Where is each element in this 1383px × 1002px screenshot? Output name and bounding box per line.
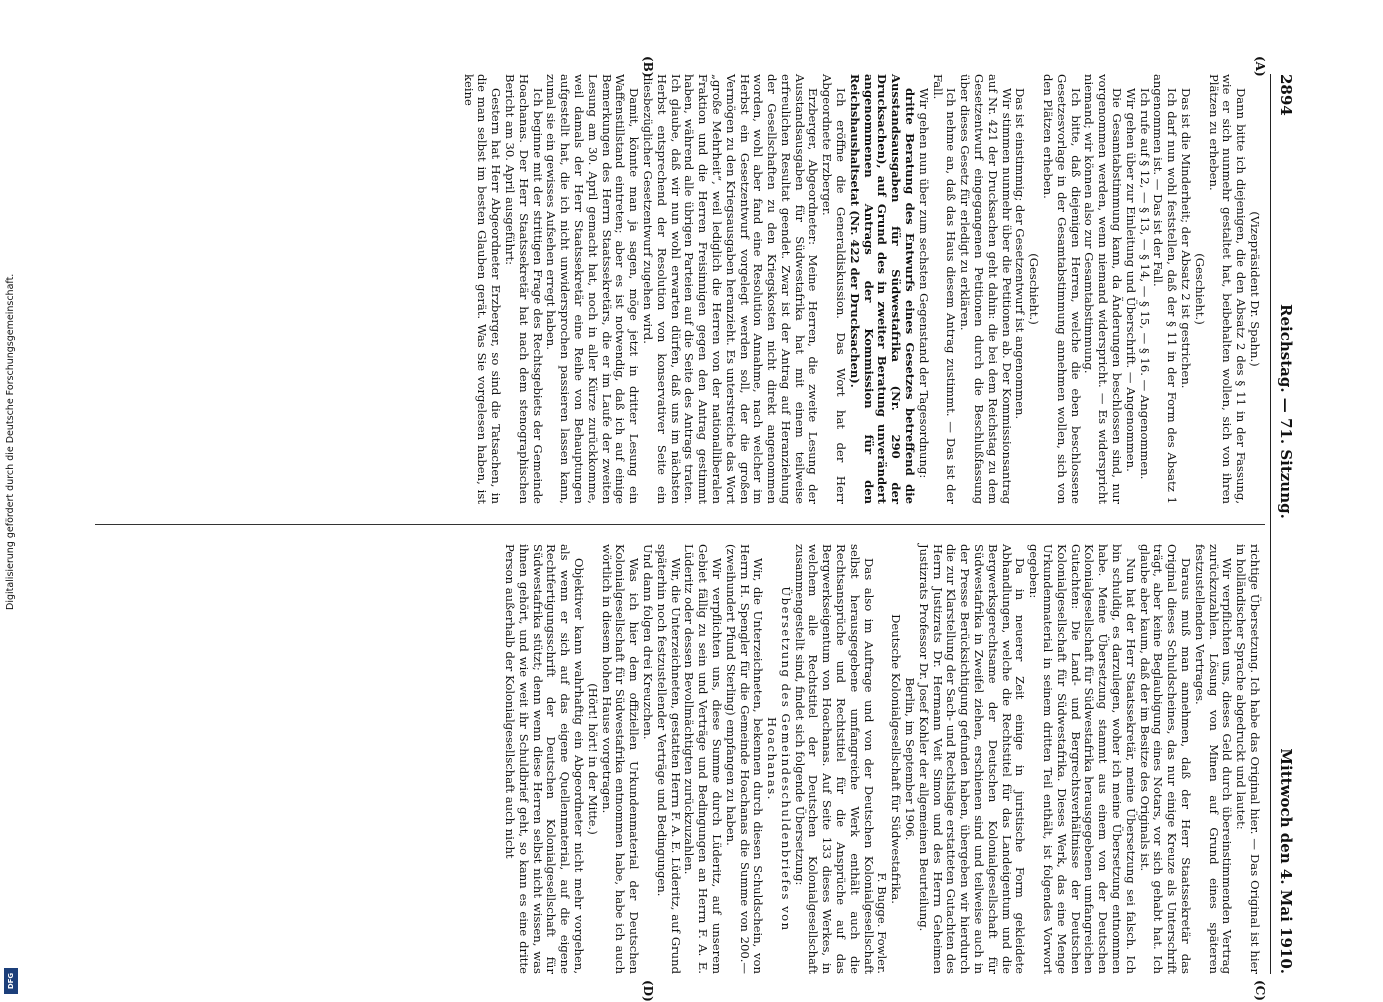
quoted-paragraph: Wir verpflichten uns, diese Summe durch Lüderitz, auf unserem Gebiet fällig zu sein und Verträge und Bedingungen an Herrn F. A. E. Lüderitz oder dessen Bevollmächtigten zurückzuzahlen. <box>682 544 724 974</box>
speech-paragraph: Ich beginne mit der strittigen Frage des Rechtsgebiets der Gemeinde Hoachanas. Der Herr Staatssekretär hat nach dem stenographischen Bericht am 30. April ausgeführt: <box>502 74 545 504</box>
dfg-logo <box>4 968 18 994</box>
digitization-footer <box>4 0 18 1000</box>
paragraph: Wir gehen über zur Einleitung und Überschrift. — Angenommen. <box>1123 88 1138 472</box>
quoted-signatures: F. Bugge. Fowler. <box>875 872 890 974</box>
quoted-society: Deutsche Kolonialgesellschaft für Südwestafrika. <box>889 614 904 904</box>
paragraph: Ich nehme an, daß das Haus diesem Antrag zustimmt. — Das ist der Fall. <box>930 74 959 504</box>
paragraph: Dann bitte ich diejenigen, die den Absatz 2 des § 11 in der Fassung, wie er sich nunmehr gestaltet hat, beibehalten wollen, sich von ihren Plätzen zu erheben. <box>1206 74 1249 504</box>
paragraph: Das ist einstimmig; der Gesetzentwurf ist angenommen. <box>1013 88 1028 420</box>
paragraph: Ich eröffne die Generaldiskussion. Das Wort hat der Herr Abgeordnete Erzberger. <box>820 74 849 504</box>
page-header <box>1273 74 1295 974</box>
paragraph: Daraus muß man annehmen, daß der Herr Staatssekretär das Original dieses Schuldscheines, das nur einige Kreuze als Unterschrift trägt, aber keine Beglaubigung eines Notars, vor sich gehabt hat. Ich glaube aber kaum, daß der im Besitze des Originals ist. <box>1137 544 1194 974</box>
dfg-logo-text: DFG <box>7 972 15 990</box>
paragraph: Was ich hier dem offiziellen Urkundenmaterial der Deutschen Kolonialgesellschaft für Südwestafrika entnommen habe, habe ich auch wörtlich in diesem hohen Hause vorgetragen. <box>599 544 642 974</box>
right-column <box>502 544 1261 974</box>
paragraph: Ich darf nun wohl feststellen, daß der § 11 in der Form des Absatz 1 angenommen ist. — Das ist der Fall. <box>1151 74 1180 504</box>
margin-mark-c: (C) <box>1253 980 1267 1001</box>
paragraph: Wir stimmen nunmehr über die Petitionen ab. Der Kommissionsantrag auf Nr. 421 der Drucksachen geht dahin: die bei dem Reichstag zu dem Gesetzentwurf eingegangenen Petitionen durch die Beschlußfassung über dieses Gesetz für erledigt zu erklären. <box>958 74 1014 504</box>
left-column <box>461 74 1261 504</box>
scanned-page <box>65 56 1295 1002</box>
paragraph: Ich bitte, daß diejenigen Herren, welche die eben beschlossene Gesetzesvorlage in der Gesamtabstimmung annehmen wollen, sich von den Plätzen erheben. <box>1041 74 1083 504</box>
page-number: 2894 <box>1277 74 1295 116</box>
footer-credit: Digitalisierung gefördert durch die Deutsche Forschungsgemeinschaft. <box>5 273 16 610</box>
quoted-paragraph: Wir verpflichten uns, dieses Geld durch übereinstimmenden Vertrag zurückzuzahlen. Lösung von Minen auf Grund eines späteren festzustellenden Vertrages. <box>1192 544 1235 974</box>
paragraph: (Vizepräsident Dr. Spahn.) <box>1248 211 1262 367</box>
header-divider <box>1270 74 1271 974</box>
header-title: Reichstag. — 71. Sitzung. <box>1277 304 1295 519</box>
quoted-paragraph: Gestern hat Herr Abgeordneter Erzberger, so sind die Tatsachen, in die man selbst im besten Glauben gerät. Was Sie vorgelesen haben, ist keine <box>461 74 504 504</box>
quoted-paragraph: Wir, die Unterzeichneten, bekennen durch diesen Schuldschein, von Herrn H. Spengler für die Gemeinde Hoachanas die Summe von 200.— (zweihundert Pfund Sterling) empfangen zu haben. <box>723 544 766 974</box>
margin-mark-a: (A) <box>1253 56 1267 77</box>
margin-mark-b: (B) <box>641 56 655 78</box>
header-date: Mittwoch den 4. Mai 1910. <box>1277 748 1295 974</box>
agenda-item: dritte Beratung des Entwurfs eines Gesetzes betreffend die Ausstandsausgaben für Südwestafrika (Nr. 290 der Drucksachen), auf Grund des in zweiter Beratung unverändert angenommenen Antrags der Kommission für den Reichshaushaltsetat (Nr. 422 der Drucksachen). <box>847 74 918 504</box>
speech-paragraph: Damit, könnte man ja sagen, möge jetzt in dritter Lesung ein Waffenstillstand eintreten; aber es ist notwendig, daß ich auf einige Bemerkungen des Herrn Staatssekretärs, die er im Laufe der zweiten Lesung am 30. April gemacht hat, noch in aller Kürze zurückkomme, weil damals der Herr Staatssekretär eine Reihe von Behauptungen aufgestellt hat, die ich nicht unwidersprochen passieren lassen kann, zumal sie ein gewisses Aufsehen erregt haben. <box>544 74 642 504</box>
paragraph: Und dann folgen drei Kreuzchen. <box>640 544 655 740</box>
interjection: (Hört! hört! in der Mitte.) <box>585 683 600 835</box>
paragraph: Wir gehen nun über zum sechsten Gegenstand der Tagesordnung: <box>916 88 931 479</box>
quoted-paragraph: Wir, die Unterzeichneten, gestatten Herrn F. A. E. Lüderitz, auf Grund späterhin noch festzustellender Verträge und Bedingungen. <box>654 544 683 974</box>
paragraph: (Geschieht.) <box>1192 253 1207 325</box>
paragraph: (Geschieht.) <box>1027 253 1042 325</box>
quoted-place-date: Berlin, im September 1906. <box>903 677 918 841</box>
speech-paragraph: Erzberger, Abgeordneter: Meine Herren, die zweite Lesung der Ausstandsausgaben für Südwestafrika hat mit einem teilweise erfreulichen Resultat geendet. Zwar ist der Antrag auf Heranziehung der Gesellschaften zu den Kriegskosten nicht direkt angenommen worden, wohl aber fand eine Resolution Annahme, nach welcher im Herbst ein Gesetzentwurf vorgelegt werden soll, der die großen Vermögen zu den Kriegsausgaben heranzieht. Es unterstreiche das Wort „große Mehrheit“, weil lediglich die Herren von der nationalliberalen Fraktion und die Herren Freisinnigen gegen den Antrag gestimmt haben, während alle übrigen Parteien auf die Seite des Antrags traten. Ich glaube, daß wir nun wohl erwarten dürfen, daß uns im nächsten Herbst entsprechend der Resolution von konservativer Seite ein diesbezüglicher Gesetzentwurf zugehen wird. <box>640 74 821 504</box>
column-divider <box>95 524 1265 525</box>
paragraph: richtige Übersetzung. Ich habe das Original hier. — Das Original ist hier in holländischer Sprache abgedruckt und lautet: <box>1234 544 1262 974</box>
margin-mark-d: (D) <box>641 980 655 1002</box>
paragraph: Das also im Auftrage und von der Deutschen Kolonialgesellschaft selbst herausgegebene umfangreiche Werk enthält auch die Rechtsansprüche und Rechtstitel für die Ansprüche auf das Bergwerkseigentum von Hoachanas. Auf Seite 133 dieses Werkes, in welchem alle Rechtstitel der Deutschen Kolonialgesellschaft zusammengestellt sind, findet sich folgende Übersetzung: <box>792 544 876 974</box>
quoted-heading: Übersetzung des Gemeindeschuldenbriefes von Hoachanas. <box>765 586 793 932</box>
paragraph: Objektiver kann wahrhaftig ein Abgeordneter nicht mehr vorgehen, als wenn er sich auf das eigene Quellenmaterial, auf die eigene Rechtfertigungsschrift der Deutschen Kolonialgesellschaft für Südwestafrika stützt; denn wenn diese Herren selbst nicht wissen, was ihnen gehört, und wie weit ihr Schuldbrief geht, so kann es eine dritte Person außerhalb der Kolonialgesellschaft auch nicht <box>502 544 586 974</box>
paragraph: Nun hat der Herr Staatssekretär, meine Übersetzung sei falsch. Ich bin schuldig, es darzulegen, woher ich meine Übersetzung entnommen habe. Meine Übersetzung stammt aus einem von der Deutschen Kolonialgesellschaft für Südwestafrika herausgegebenen umfangreichen Gutachten: Die Land- und Bergrechtsverhältnisse der Deutschen Kolonialgesellschaft für Südwestafrika. Dieses Werk, das eine Menge Urkundenmaterial in seinem dritten Teil enthält, ist folgendes Vorwort gegeben: <box>1027 544 1138 974</box>
paragraph: Ich rufe auf § 12, — § 13, — § 14, — § 15, — § 16. — Angenommen. <box>1137 88 1152 480</box>
quoted-paragraph: Da in neuerer Zeit einige in juristische Form gekleidete Abhandlungen, welche die Rechtstitel für das Landeigentum und die Bergwerksgerechtsame der Deutschen Kolonialgesellschaft für Südwestafrika in Zweifel ziehen, erschienen sind und teilweise auch in der Presse Berücksichtigung gefunden haben, übergeben wir hierdurch die zur Klarstellung der Sach- und Rechtslage erstatteten Gutachten des Herrn Justizrats Dr. Hermann Veit Simon und des Herrn Geheimen Justizrats Professor Dr. Josef Kohler der allgemeinen Beurteilung. <box>916 544 1028 974</box>
paragraph: Das ist die Minderheit; der Absatz 2 ist gestrichen. <box>1179 88 1194 389</box>
paragraph: Die Gesamtabstimmung kann, da Änderungen beschlossen sind, nur vorgenommen werden, wenn niemand widerspricht. — Es widerspricht niemand; wir können also zur Gesamtabstimmung. <box>1082 74 1125 504</box>
